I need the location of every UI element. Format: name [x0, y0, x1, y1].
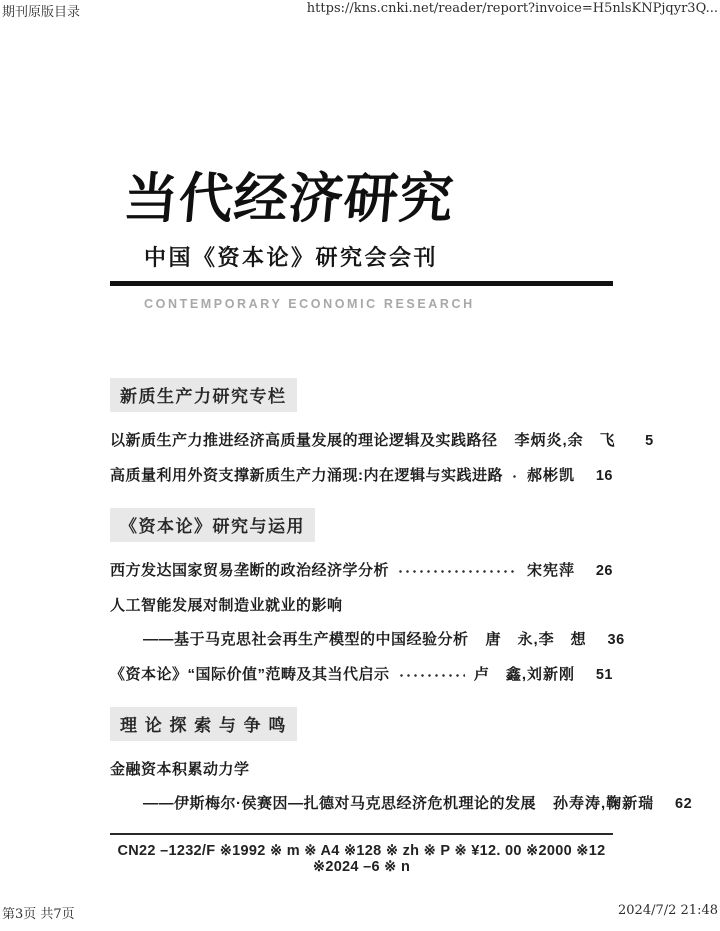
toc-entry	[110, 795, 693, 813]
entry-page-number: 36	[607, 632, 625, 648]
toc-entry	[110, 761, 613, 778]
entry-page-number: 62	[675, 796, 693, 812]
issue-info-line: CN22 –1232/F ※1992 ※ m ※ A4 ※128 ※ zh ※ P ※ ¥12. 00 ※2000 ※12 ※2024 –6 ※ n	[117, 843, 606, 875]
toc-entry	[110, 432, 654, 450]
dot-leader	[398, 672, 465, 679]
toc-entry	[110, 597, 613, 614]
journal-title-calligraphy: 当代经济研究	[121, 169, 457, 229]
print-header-title: 期刊原版目录	[2, 5, 81, 20]
table-of-contents	[110, 378, 693, 875]
entry-authors: 卢 鑫,刘新刚	[473, 666, 575, 683]
entry-title: ——伊斯梅尔·侯赛因—扎德对马克思经济危机理论的发展	[143, 795, 536, 812]
masthead-rule	[110, 281, 613, 286]
entry-title: 金融资本积累动力学	[110, 761, 250, 778]
entry-authors: 郝彬凯	[526, 467, 575, 484]
entry-title: 人工智能发展对制造业就业的影响	[110, 597, 343, 614]
print-header	[2, 1, 718, 20]
toc-entry	[110, 467, 613, 485]
entry-page-number: 51	[595, 667, 613, 683]
print-footer-timestamp: 2024/7/2 21:48	[618, 903, 718, 918]
entry-page-number: 5	[645, 433, 654, 449]
section-header: 新质生产力研究专栏	[110, 378, 297, 412]
entry-page-number: 26	[595, 563, 613, 579]
entry-authors: 唐 永,李 想	[485, 631, 587, 648]
print-footer-pages: 第3页 共7页	[2, 907, 75, 922]
entry-title: 以新质生产力推进经济高质量发展的理论逻辑及实践路径	[110, 432, 498, 449]
dot-leader	[511, 473, 518, 480]
dot-leader	[397, 568, 518, 575]
entry-title: ——基于马克思社会再生产模型的中国经验分析	[143, 631, 469, 648]
journal-masthead	[110, 160, 613, 311]
toc-entry	[110, 562, 613, 580]
print-header-url: https://kns.cnki.net/reader/report?invoice=H5nlsKNPjqyr3Q...	[306, 1, 718, 16]
entry-title: 《资本论》“国际价值”范畴及其当代启示	[110, 666, 390, 683]
entry-title: 西方发达国家贸易垄断的政治经济学分析	[110, 562, 390, 579]
entry-authors: 李炳炎,余 飞	[514, 432, 616, 449]
toc-entry	[110, 666, 613, 684]
entry-authors: 宋宪萍	[526, 562, 575, 579]
toc-entries	[110, 378, 693, 813]
print-footer	[2, 903, 718, 922]
journal-title-english: CONTEMPORARY ECONOMIC RESEARCH	[144, 297, 475, 311]
section-header: 《资本论》研究与运用	[110, 508, 315, 542]
divider-rule	[110, 833, 613, 835]
entry-page-number: 16	[595, 468, 613, 484]
entry-title: 高质量利用外资支撑新质生产力涌现:内在逻辑与实践进路	[110, 467, 503, 484]
toc-entry	[110, 631, 625, 649]
journal-subtitle: 中国《资本论》研究会会刊	[144, 245, 439, 270]
entry-authors: 孙寿涛,鞠新瑞	[553, 795, 655, 812]
section-header: 理 论 探 索 与 争 鸣	[110, 707, 297, 741]
